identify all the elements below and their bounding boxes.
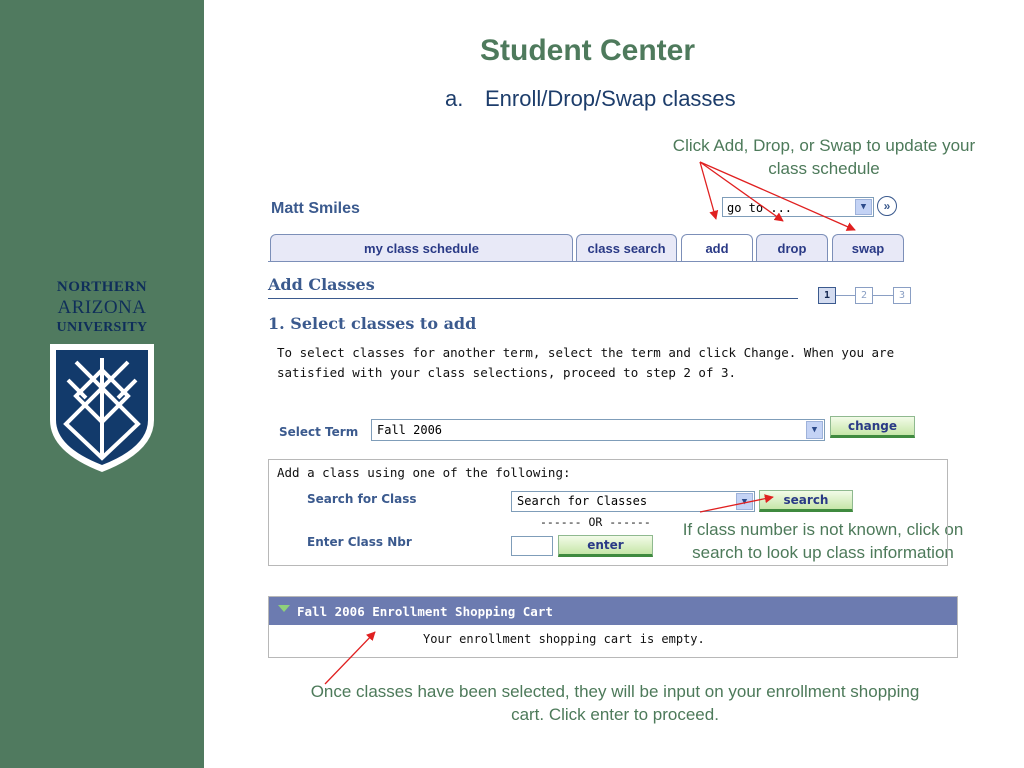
goto-select[interactable] [722, 197, 874, 217]
term-select-value: Fall 2006 [377, 423, 443, 437]
section-heading: Add Classes [268, 275, 375, 294]
university-shield-logo [46, 340, 158, 476]
term-select[interactable] [371, 419, 825, 441]
tab-drop[interactable]: drop [756, 234, 828, 262]
search-type-select-value: Search for Classes [517, 494, 648, 508]
search-type-select[interactable] [511, 491, 755, 512]
term-label: Select Term [279, 425, 359, 439]
goto-select-value: go to ... [727, 201, 793, 215]
sidebar [0, 0, 204, 768]
chevron-down-icon[interactable]: ▼ [855, 199, 872, 215]
shopping-cart-empty-message: Your enrollment shopping cart is empty. [423, 632, 705, 646]
step-1-indicator: 1 [818, 287, 836, 304]
chevron-down-icon[interactable]: ▼ [806, 421, 823, 439]
tabs-annotation: Click Add, Drop, or Swap to update your class schedule [672, 136, 976, 178]
subtitle-text: Enroll/Drop/Swap classes [485, 86, 736, 111]
collapse-triangle-icon[interactable] [278, 605, 290, 612]
university-name-line1: NORTHERN [56, 279, 148, 295]
search-annotation: If class number is not known, click on search to look up class information [682, 520, 964, 562]
double-chevron-right-icon: » [883, 199, 891, 213]
go-button[interactable] [877, 196, 897, 216]
search-for-class-label: Search for Class [307, 492, 417, 506]
class-nbr-input[interactable] [511, 536, 553, 556]
shopping-cart-title: Fall 2006 Enrollment Shopping Cart [297, 604, 553, 619]
slide-subtitle [445, 86, 736, 112]
or-separator: ------ OR ------ [540, 515, 651, 529]
step-2-indicator: 2 [855, 287, 873, 304]
step-connector [873, 295, 893, 296]
section-rule [268, 298, 798, 299]
step-connector [836, 295, 855, 296]
user-name: Matt Smiles [271, 200, 360, 217]
chevron-down-icon[interactable]: ▼ [736, 493, 753, 510]
tab-class-search[interactable]: class search [576, 234, 677, 262]
enter-button[interactable]: enter [558, 535, 653, 557]
change-button[interactable]: change [830, 416, 915, 438]
tab-divider [268, 261, 904, 262]
university-name-line2: ARIZONA [57, 297, 147, 318]
cart-annotation: Once classes have been selected, they will be input on your enrollment shopping cart. Click enter to proceed. [310, 682, 920, 724]
step-heading: 1. Select classes to add [268, 314, 477, 333]
subtitle-number: a. [445, 86, 464, 111]
search-button[interactable]: search [759, 490, 853, 512]
add-class-panel-title: Add a class using one of the following: [277, 465, 571, 480]
instructions-text: To select classes for another term, select the term and click Change. When you are satisfied with your class selections, proceed to step 2 of 3. [277, 345, 895, 380]
class-nbr-label: Enter Class Nbr [307, 535, 412, 549]
slide-title: Student Center [480, 34, 696, 67]
university-name-line3: UNIVERSITY [56, 320, 148, 335]
step-3-indicator: 3 [893, 287, 911, 304]
tab-my-class-schedule[interactable]: my class schedule [270, 234, 573, 262]
tab-add[interactable]: add [681, 234, 753, 262]
tab-swap[interactable]: swap [832, 234, 904, 262]
